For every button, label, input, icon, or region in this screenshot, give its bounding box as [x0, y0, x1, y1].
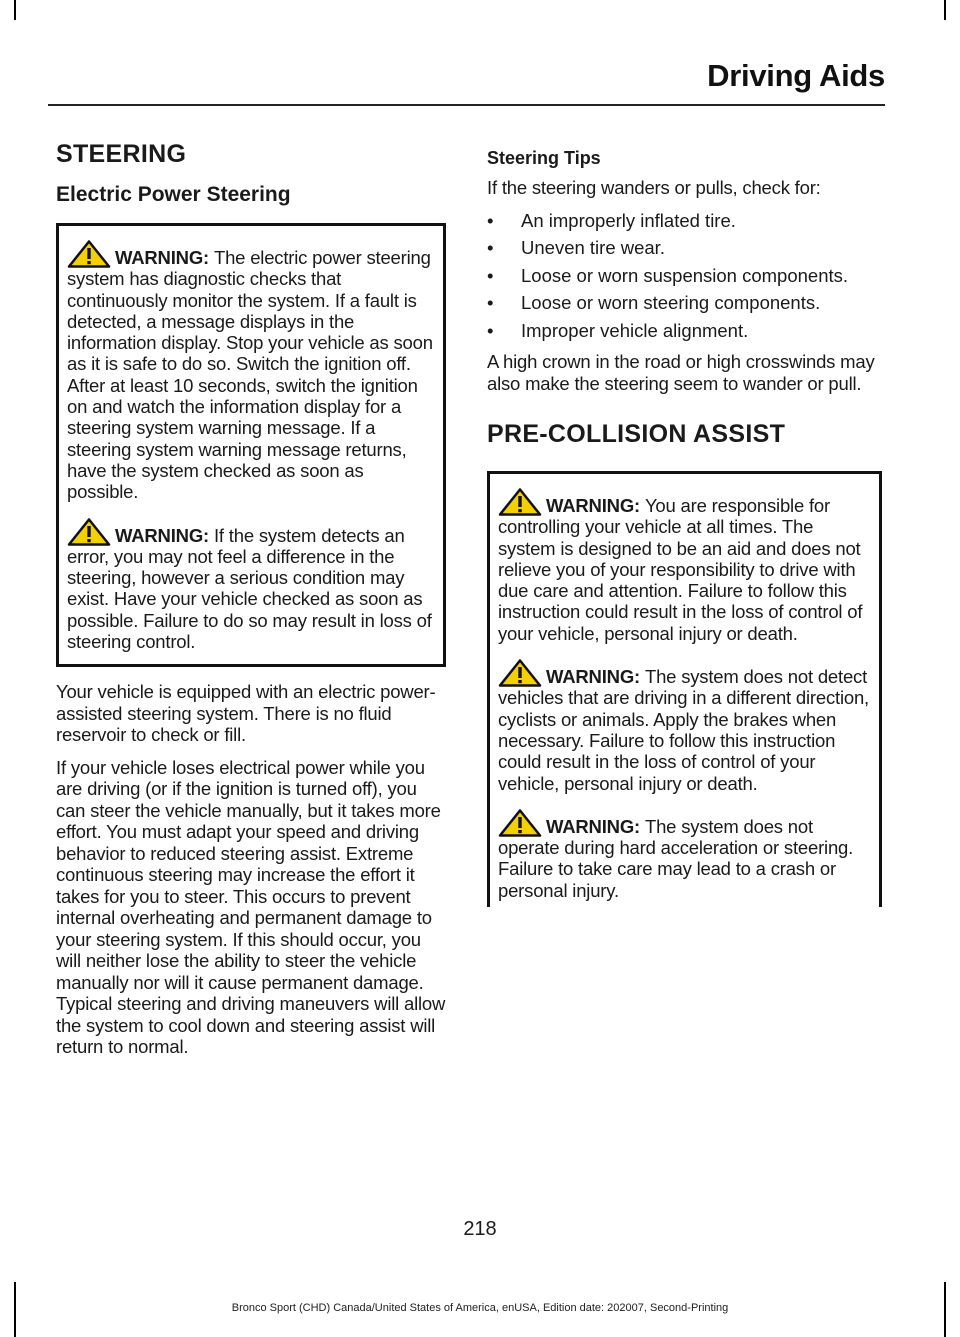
- steering-tips-intro: If the steering wanders or pulls, check for:: [487, 177, 821, 198]
- warning-item: [67, 518, 438, 653]
- warning-text: The system does not detect vehicles that are driving in a different direction, cyclists or animals. Apply the brakes when necessary. Failure to follow this instruction could result in the loss of control of your vehicle, personal injury or death.: [498, 666, 869, 794]
- section-title-steering: STEERING: [56, 140, 187, 168]
- page-number: 218: [463, 1218, 497, 1240]
- right-column: [487, 148, 882, 921]
- warning-triangle-icon: [67, 240, 111, 268]
- bullet: •: [487, 209, 494, 231]
- warning-label: WARNING:: [546, 666, 640, 688]
- crop-mark-top-right: [944, 0, 946, 20]
- list-item: • Loose or worn steering components.: [487, 292, 821, 313]
- warning-text: If the system detects an error, you may not feel a difference in the steering, however a serious condition may exist. Have your vehicle checked as soon as possible. Failure to do so may result in loss of steering control.: [67, 524, 432, 653]
- warning-item: [498, 659, 874, 794]
- crop-mark-top-left: [14, 0, 16, 20]
- list-item: • Improper vehicle alignment.: [487, 319, 749, 341]
- steering-tips-title: Steering Tips: [487, 148, 601, 168]
- warning-text: You are responsible for controlling your vehicle at all times. The system is designed to be an aid and does not relieve you of your responsibility to drive with due care and attention. Failure to follow this instruction could result in the loss of control of your vehicle, personal injury or death.: [498, 495, 863, 644]
- list-item: • Loose or worn suspension components.: [487, 264, 849, 286]
- warning-triangle-icon: [67, 518, 111, 546]
- body-paragraph: Your vehicle is equipped with an electric power-assisted steering system. There is no fluid reservoir to check or fill.: [56, 681, 436, 746]
- bullet: •: [487, 292, 494, 313]
- warning-item: [498, 809, 874, 901]
- bullet: •: [487, 264, 494, 286]
- section-title-pre-collision: PRE-COLLISION ASSIST: [487, 420, 786, 448]
- warning-box-eps: [56, 223, 446, 667]
- page-footer: Bronco Sport (CHD) Canada/United States of America, enUSA, Edition date: 202007, Second-Printing: [231, 1302, 729, 1314]
- warning-triangle-icon: [498, 488, 542, 516]
- list-item: • An improperly inflated tire.: [487, 209, 736, 231]
- warning-triangle-icon: [498, 659, 542, 687]
- warning-item: [67, 240, 438, 503]
- warning-label: WARNING:: [546, 815, 640, 837]
- steering-tips-outro: A high crown in the road or high crosswinds may also make the steering seem to wander or pull.: [487, 351, 875, 394]
- warning-item: [498, 488, 874, 644]
- bullet: •: [487, 237, 494, 258]
- steering-tips-list: [487, 210, 882, 342]
- warning-box-pre-collision: [487, 471, 882, 907]
- warning-label: WARNING:: [546, 495, 640, 516]
- list-item: • Uneven tire wear.: [487, 237, 665, 258]
- warning-text: The electric power steering system has diagnostic checks that continuously monitor the system. If a fault is detected, a message displays in the information display. Stop your vehicle as soon as it is safe to do so. Switch the ignition off. After at least 10 seconds, switch the ignition on and watch the information display for a steering system warning message. If a steering system warning message returns, have the system checked as soon as possible.: [67, 247, 433, 503]
- left-column: [56, 140, 446, 1069]
- warning-text: The system does not operate during hard acceleration or steering. Failure to take care may lead to a crash or personal injury.: [498, 815, 854, 901]
- bullet: •: [487, 319, 494, 341]
- warning-label: WARNING:: [115, 247, 209, 268]
- body-paragraph: If your vehicle loses electrical power while you are driving (or if the ignition is turned off), you can steer the vehicle manually, but it takes more effort. You must adapt your speed and driving behavior to reduced steering assist. Extreme continuous steering may increase the effort it takes for you to steer. This occurs to prevent internal overheating and permanent damage to your steering system. If this should occur, you will neither lose the ability to steer the vehicle manually nor will it cause permanent damage. Typical steering and driving maneuvers will allow the system to cool down and steering assist will return to normal.: [56, 756, 446, 1058]
- page-header-title: Driving Aids: [707, 58, 885, 93]
- subsection-title-eps: Electric Power Steering: [56, 183, 291, 206]
- warning-label: WARNING:: [115, 524, 209, 546]
- warning-triangle-icon: [498, 809, 542, 837]
- header-divider: [48, 104, 885, 106]
